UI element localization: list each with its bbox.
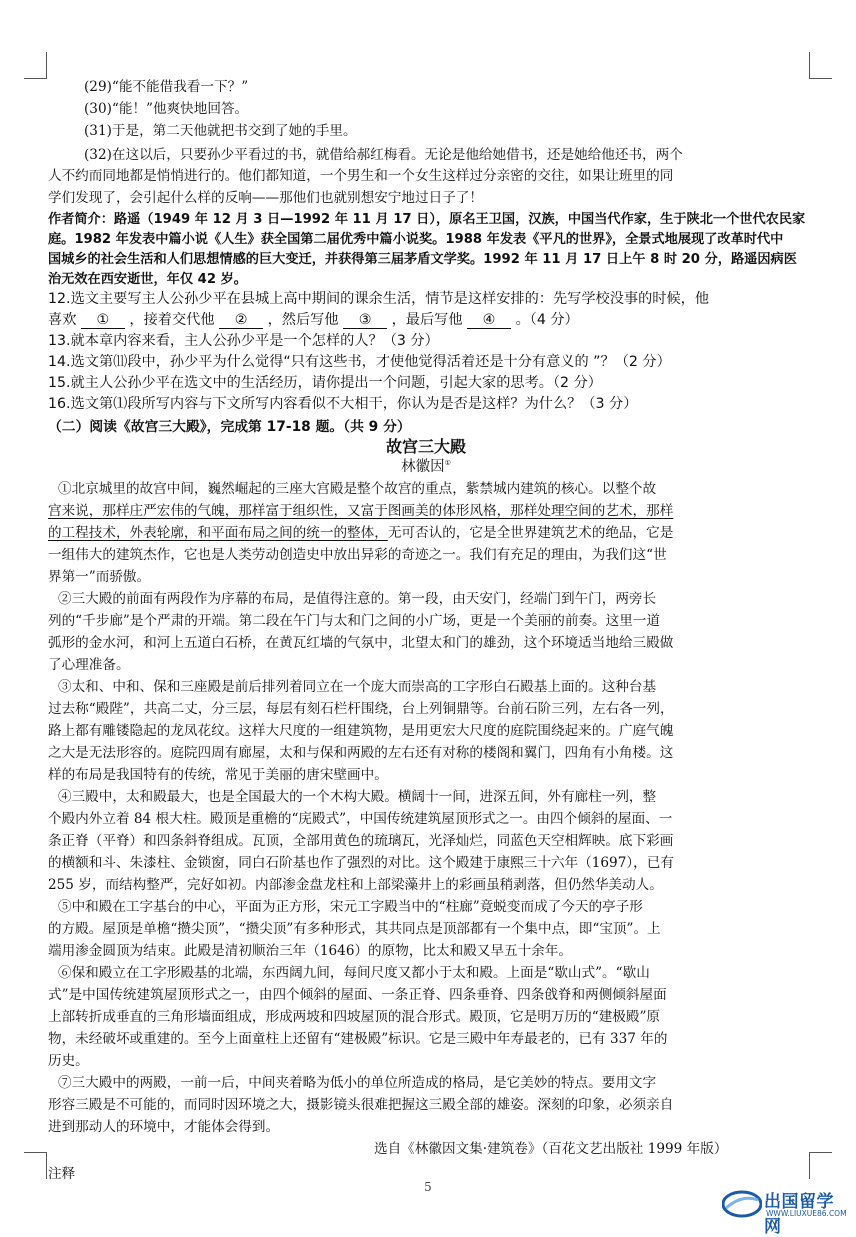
article-source: 选自《林徽因文集·建筑卷》（百花文艺出版社 1999 年版） <box>374 1141 728 1157</box>
watermark-url: WWW.LIUXUE86.COM <box>766 1209 847 1218</box>
article-line: ①北京城里的故宫中间，巍然崛起的三座大宫殿是整个故宫的重点，紫禁城内建筑的核心。以整个故 <box>58 481 657 497</box>
article-line: 界第一”而骄傲。 <box>48 569 151 585</box>
answer-blank-2[interactable]: ② <box>219 312 263 329</box>
article-line: 端用渗金圆顶为结束。此殿是清初顺治三年（1646）的原物，比太和殿又早五十余年。 <box>48 943 572 959</box>
page-number: 5 <box>424 1180 432 1194</box>
article-title: 故宫三大殿 <box>385 437 466 456</box>
crop-mark-bottom-right <box>809 1152 832 1179</box>
notes-label: 注释 <box>48 1166 76 1182</box>
answer-blank-4[interactable]: ④ <box>467 312 511 329</box>
answer-blank-3[interactable]: ③ <box>343 312 387 329</box>
article-author <box>48 455 804 476</box>
article-line-underlined: 宫来说，那样庄严宏伟的气魄，那样富于组织性，又富于图画美的体形风格，那样处理空间的艺术，那样 <box>48 503 674 519</box>
article-line: 式”是中国传统建筑屋顶形式之一，由四个倾斜的屋面、一条正脊、四条垂脊、四条戗脊和两侧倾斜屋面 <box>48 987 667 1003</box>
crop-mark-top-right <box>809 52 832 79</box>
watermark-name: 出国留学网 <box>764 1192 834 1237</box>
article-line: ④三殿中，太和殿最大，也是全国最大的一个木构大殿。横阔十一间，进深五间，外有廊柱一列，整 <box>58 789 657 805</box>
article-line: 列的“千步廊”是个严肃的开端。第二段在午门与太和门之间的小广场，更是一个美丽的前奏。这里一道 <box>48 613 661 629</box>
question-15: 15.就主人公孙少平在选文中的生活经历，请你提出一个问题，引起大家的思考。（2 分） <box>48 375 602 391</box>
author-note-mark: ① <box>444 459 451 468</box>
answer-blank-1[interactable]: ① <box>81 312 125 329</box>
article-line: ⑦三大殿中的两殿，一前一后，中间夹着略为低小的单位所造成的格局，是它美妙的特点。要用文字 <box>58 1075 657 1091</box>
question-12: 12.选文主要写主人公孙少平在县城上高中期间的课余生活，情节是这样安排的：先写学校没事的时候，他 <box>48 291 710 307</box>
q12-text: ，最后写他 <box>391 312 463 328</box>
article-line: 个殿内外立着 84 根大柱。殿顶是重檐的“庑殿式”，中国传统建筑屋顶形式之一。由四个倾斜的屋面、一 <box>48 811 673 827</box>
dialogue-line: (29)“能不能借我看一下？” <box>84 79 249 95</box>
article-line: 255 岁，而结构整严，完好如初。内部渗金盘龙柱和上部梁藻井上的彩画虽稍剥落，但仍然华美动人。 <box>48 877 663 893</box>
q12-text: ，接着交代他 <box>129 312 215 328</box>
crop-mark-bottom-left <box>24 1152 47 1179</box>
article-line: 路上都有雕镂隐起的龙凤花纹。这样大尺度的一组建筑物，是用更宏大尺度的庭院围绕起来的。广庭气魄 <box>48 723 674 739</box>
question-14: 14.选文第⑾段中，孙少平为什么觉得“只有这些书，才使他觉得活着还是十分有意义的 ”？（2 分） <box>48 354 671 370</box>
q12-text: 喜欢 <box>48 312 77 328</box>
article-line: ③太和、中和、保和三座殿是前后排列着同立在一个庞大而崇高的工字形白石殿基上面的。这种台基 <box>58 679 657 695</box>
article-line: 条正脊（平脊）和四条斜脊组成。瓦顶，全部用黄色的琉璃瓦，光泽灿烂，同蓝色天空相辉映。底下彩画 <box>48 833 674 849</box>
author-intro-line: 国城乡的社会生活和人们思想情感的巨大变迁，并获得第三届茅盾文学奖。1992 年 11 月 17 日上午 8 时 20 分，路遥因病医 <box>48 252 797 267</box>
author-intro-line: 庭。1982 年发表中篇小说《人生》获全国第二届优秀中篇小说奖。1988 年发表《平凡的世界》，全景式地展现了改革时代中 <box>48 232 784 247</box>
dialogue-line: (30)“能！”他爽快地回答。 <box>84 101 249 117</box>
q12-text: 。（4 分） <box>515 312 579 328</box>
article-line: 过去称“殿陛”，共高二丈，分三层，每层有刻石栏杆围绕，台上列铜鼎等。台前石阶三列，左右各一列， <box>48 701 674 717</box>
swoosh-icon <box>722 1190 762 1218</box>
article-line: 上部转折成垂直的三角形墙面组成，形成两坡和四坡屋顶的混合形式。殿顶，它是明万历的“建极殿”原 <box>48 1009 661 1025</box>
article-line: 历史。 <box>48 1053 89 1069</box>
question-13: 13.就本章内容来看，主人公孙少平是一个怎样的人？（3 分） <box>48 333 439 349</box>
article-line: 弧形的金水河，和河上五道白石桥，在黄瓦红墙的气氛中，北望太和门的雄劲，这个环境适当地给三殿做 <box>48 635 674 651</box>
article-line: 之大是无法形容的。庭院四周有廊屋，太和与保和两殿的左右还有对称的楼阁和翼门，四角有小角楼。这 <box>48 745 674 761</box>
author-intro-line: 治无效在西安逝世，年仅 42 岁。 <box>48 272 247 287</box>
underlined-phrase: 的工程技术，外表轮廓，和平面布局之间的统一的整体， <box>48 525 388 541</box>
section-heading: （二）阅读《故宫三大殿》，完成第 17-18 题。（共 9 分） <box>48 419 411 435</box>
article-line: 进到那动人的环境中，才能体会得到。 <box>48 1119 280 1135</box>
author-name: 林徽因 <box>401 459 445 475</box>
q12-text: ，然后写他 <box>267 312 339 328</box>
author-intro-line: 作者简介：路遥（1949 年 12 月 3 日—1992 年 11 月 17 日），原名王卫国，汉族，中国当代作家，生于陕北一个世代农民家 <box>48 212 806 227</box>
crop-mark-top-left <box>24 52 47 79</box>
article-line: 的方殿。屋顶是单檐“攒尖顶”，“攒尖顶”有多种形式，其共同点是顶部都有一个集中点，即“宝顶”。上 <box>48 921 661 937</box>
article-line: 的横额和斗、朱漆柱、金锁窗，同白石阶基也作了强烈的对比。这个殿建于康熙三十六年（1697），已有 <box>48 855 674 871</box>
article-line: 物，未经破坏或重建的。至今上面童柱上还留有“建极殿”标识。它是三殿中年寿最老的，已有 337 年的 <box>48 1031 668 1047</box>
article-line: 的工程技术，外表轮廓，和平面布局之间的统一的整体，无可否认的，它是全世界建筑艺术的绝品，它是 <box>48 525 674 541</box>
question-12-blanks <box>48 309 579 329</box>
dialogue-line: 学们发现了，会引起什么样的反响——那他们也就别想安宁地过日子了！ <box>48 190 483 206</box>
dialogue-line: 人不约而同地都是悄悄进行的。他们都知道，一个男生和一个女生这样过分亲密的交往，如果让班里的同 <box>48 168 674 184</box>
dialogue-line: (32)在这以后，只要孙少平看过的书，就借给郝红梅看。无论是他给她借书，还是她给他还书，两个 <box>84 147 683 163</box>
dialogue-line: (31)于是，第二天他就把书交到了她的手里。 <box>84 123 357 139</box>
article-line: 一组伟大的建筑杰作，它也是人类劳动创造史中放出异彩的奇迹之一。我们有充足的理由，为我们这“世 <box>48 547 667 563</box>
question-16: 16.选文第⑴段所写内容与下文所写内容看似不大相干，你认为是否是这样？为什么？（3 分） <box>48 396 638 412</box>
article-line: ⑤中和殿在工字基台的中心，平面为正方形，宋元工字殿当中的“柱廊”竟蜕变而成了今天的亭子形 <box>58 899 643 915</box>
article-line: 形容三殿是不可能的，而同时因环境之大，摄影镜头很难把握这三殿全部的雄姿。深刻的印象，必须亲自 <box>48 1097 674 1113</box>
article-line: 样的布局是我国特有的传统，常见于美丽的唐宋壁画中。 <box>48 767 388 783</box>
article-line: 了心理准备。 <box>48 657 130 673</box>
watermark-logo <box>722 1186 848 1237</box>
article-line: ②三大殿的前面有两段作为序幕的布局，是值得注意的。第一段，由天安门，经端门到午门，两旁长 <box>58 591 657 607</box>
article-line: ⑥保和殿立在工字形殿基的北端，东西阔九间，每间尺度又都小于太和殿。上面是“歇山式”。“歇山 <box>58 965 650 981</box>
